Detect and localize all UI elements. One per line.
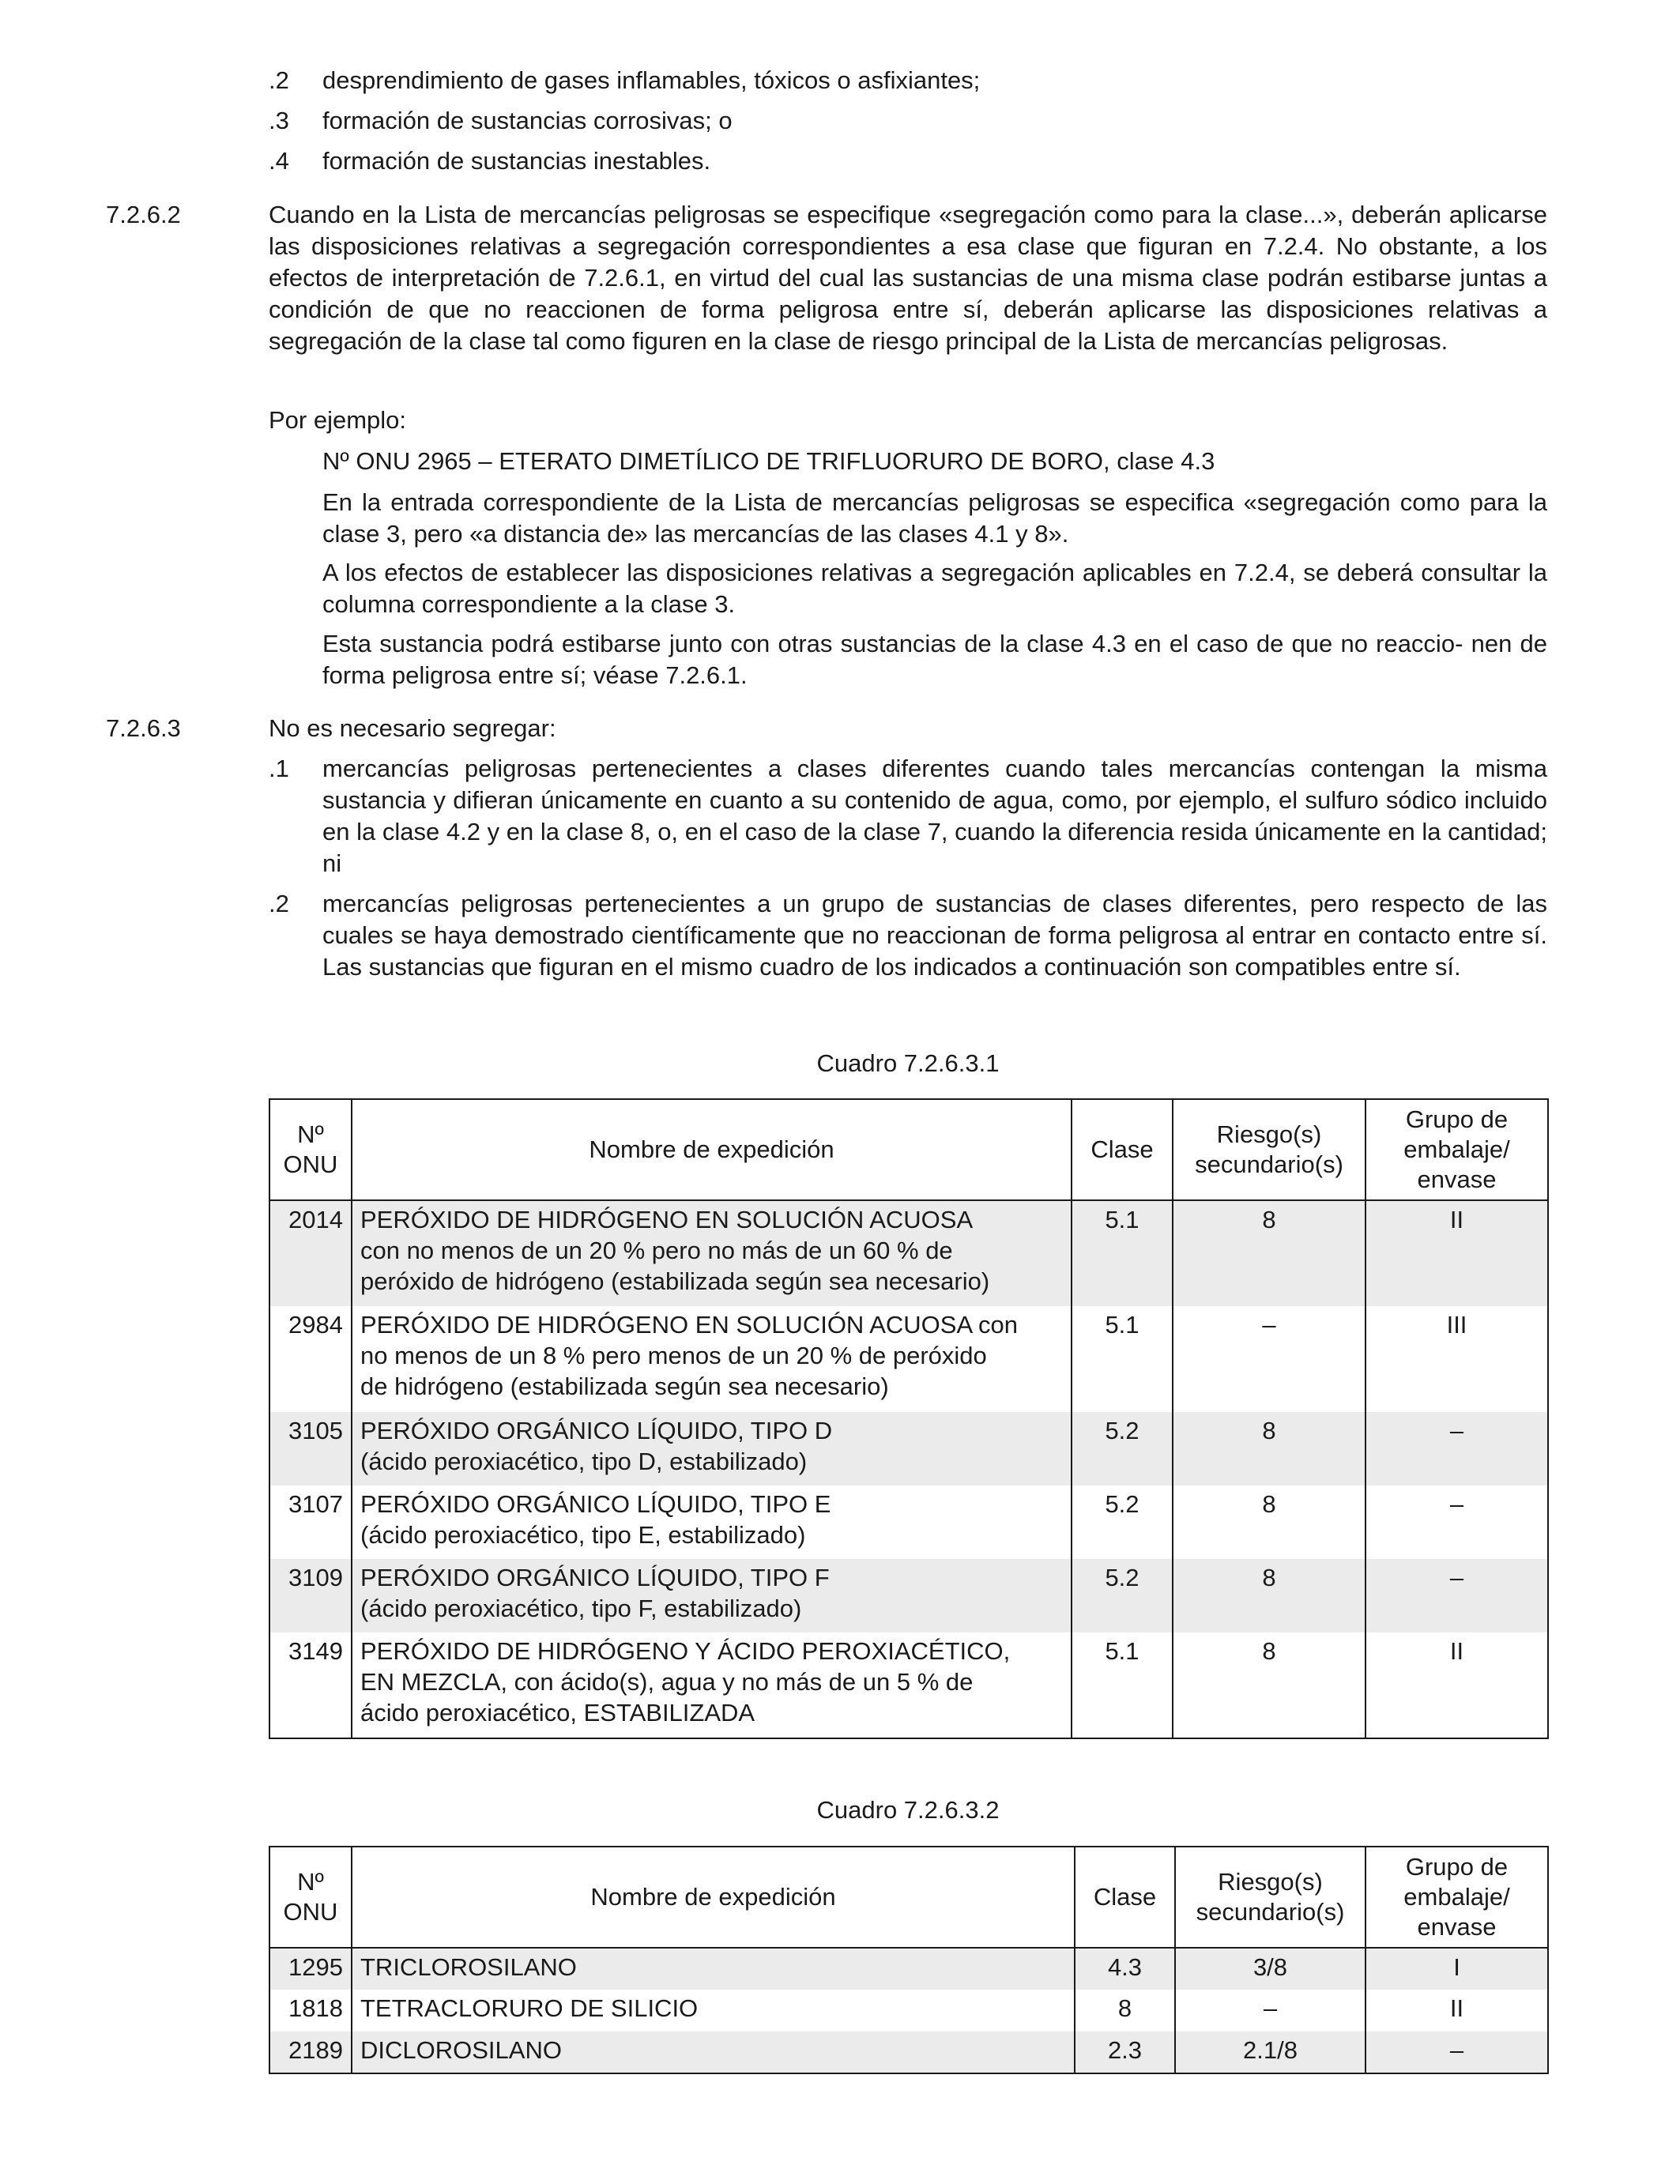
- table-row: [269, 1412, 1548, 1485]
- list-item: [269, 753, 1549, 879]
- cell-packing-group: –: [1365, 1412, 1548, 1485]
- cell-name: TETRACLORURO DE SILICIO: [352, 1990, 1075, 2031]
- column-header-packing-group: Grupo de embalaje/ envase: [1365, 1847, 1548, 1948]
- cell-un: 1295: [269, 1948, 352, 1990]
- table-caption: Cuadro 7.2.6.3.1: [816, 1049, 1000, 1077]
- cell-class: 5.2: [1072, 1485, 1173, 1559]
- cell-packing-group: III: [1365, 1306, 1548, 1412]
- cell-name: PERÓXIDO ORGÁNICO LÍQUIDO, TIPO E (ácido peroxiacético, tipo E, estabilizado): [352, 1485, 1072, 1559]
- list-item-number: .4: [269, 147, 289, 175]
- column-header-risk: Riesgo(s) secundario(s): [1173, 1099, 1365, 1200]
- cell-class: 5.1: [1072, 1632, 1173, 1738]
- section-paragraph: Cuando en la Lista de mercancías peligrosas se especifique «segregación como para la clase...», deberán aplicarse las disposiciones relativas a segregación correspondientes a esa clase que figuran en 7.2.4. No obstante, a los efectos de interpretación de 7.2.6.1, en virtud del cual las sustancias de una misma clase podrán estibarse juntas a condición de que no reaccionen de forma peligrosa entre sí, deberán aplicarse las disposiciones relativas a segregación de la clase tal como figuren en la clase de riesgo principal de la Lista de mercancías peligrosas.: [269, 201, 1547, 355]
- list-item-text: mercancías peligrosas pertenecientes a un grupo de sustancias de clases diferentes, pero respecto de las cuales se haya demostrado científicamente que no reaccionan de forma peligrosa al entrar en contacto entre sí. Las sustancias que figuran en el mismo cuadro de los indicados a continuación son compatibles entre sí.: [322, 890, 1547, 981]
- column-header-class: Clase: [1072, 1099, 1173, 1200]
- column-header-un: Nº ONU: [269, 1099, 352, 1200]
- list-item-number: .2: [269, 66, 289, 94]
- cell-name: PERÓXIDO DE HIDRÓGENO Y ÁCIDO PEROXIACÉTICO, EN MEZCLA, con ácido(s), agua y no más de un 5 % de ácido peroxiacético, ESTABILIZADA: [352, 1632, 1072, 1738]
- example-paragraph: En la entrada correspondiente de la Lista de mercancías peligrosas se especifica «segregación como para la clase 3, pero «a distancia de» las mercancías de las clases 4.1 y 8».: [322, 488, 1547, 548]
- cell-un: 2984: [269, 1306, 352, 1412]
- list-item-text: desprendimiento de gases inflamables, tóxicos o asfixiantes;: [322, 66, 981, 94]
- list-item: [269, 145, 1549, 177]
- list-item: [269, 105, 1549, 137]
- table-row: [269, 1306, 1548, 1412]
- cell-class: 5.2: [1072, 1559, 1173, 1632]
- cell-packing-group: –: [1365, 1485, 1548, 1559]
- cell-risk: –: [1175, 1990, 1365, 2031]
- column-header-risk: Riesgo(s) secundario(s): [1175, 1847, 1365, 1948]
- list-item-text: mercancías peligrosas pertenecientes a clases diferentes cuando tales mercancías contengan la misma sustancia y difieran únicamente en cuanto a su contenido de agua, como, por ejemplo, el sulfuro sódico incluido en la clase 4.2 y en la clase 8, o, en el caso de la clase 7, cuando la diferencia resida únicamente en la cantidad; ni: [322, 755, 1547, 877]
- table-row: [269, 1990, 1548, 2031]
- cell-un: 3105: [269, 1412, 352, 1485]
- list-item-number: .2: [269, 890, 289, 917]
- list-item: [269, 888, 1549, 1015]
- list-item-number: .3: [269, 107, 289, 134]
- cell-risk: –: [1173, 1306, 1365, 1412]
- cell-un: 3107: [269, 1485, 352, 1559]
- column-header-un: Nº ONU: [269, 1847, 352, 1948]
- section-number: 7.2.6.2: [106, 201, 181, 228]
- table-header-row: [269, 1847, 1548, 1948]
- cell-packing-group: I: [1365, 1948, 1548, 1990]
- segregation-table-2: [269, 1846, 1549, 2074]
- table-row: [269, 2031, 1548, 2073]
- cell-name: TRICLOROSILANO: [352, 1948, 1075, 1990]
- table-row: [269, 1632, 1548, 1738]
- cell-class: 5.2: [1072, 1412, 1173, 1485]
- example-paragraph: A los efectos de establecer las disposiciones relativas a segregación aplicables en 7.2.4, se deberá consultar la columna correspondiente a la clase 3.: [322, 559, 1547, 618]
- cell-name: PERÓXIDO DE HIDRÓGENO EN SOLUCIÓN ACUOSA con no menos de un 8 % pero menos de un 20 % de peróxido de hidrógeno (estabilizada según sea necesario): [352, 1306, 1072, 1412]
- list-item: [269, 65, 1549, 96]
- column-header-name: Nombre de expedición: [352, 1099, 1072, 1200]
- cell-un: 3149: [269, 1632, 352, 1738]
- table-caption: Cuadro 7.2.6.3.2: [816, 1796, 1000, 1824]
- cell-name: DICLOROSILANO: [352, 2031, 1075, 2073]
- table-row: [269, 1948, 1548, 1990]
- list-item-text: formación de sustancias inestables.: [322, 147, 711, 175]
- cell-risk: 2.1/8: [1175, 2031, 1365, 2073]
- column-header-packing-group: Grupo de embalaje/ envase: [1365, 1099, 1548, 1200]
- cell-packing-group: II: [1365, 1200, 1548, 1306]
- cell-packing-group: II: [1365, 1990, 1548, 2031]
- section-intro: No es necesario segregar:: [269, 714, 556, 742]
- cell-risk: 8: [1173, 1485, 1365, 1559]
- cell-risk: 8: [1173, 1632, 1365, 1738]
- cell-risk: 8: [1173, 1559, 1365, 1632]
- cell-class: 4.3: [1075, 1948, 1175, 1990]
- cell-packing-group: –: [1365, 1559, 1548, 1632]
- segregation-table-1: [269, 1098, 1549, 1739]
- cell-packing-group: II: [1365, 1632, 1548, 1738]
- cell-class: 5.1: [1072, 1200, 1173, 1306]
- column-header-class: Clase: [1075, 1847, 1175, 1948]
- table-row: [269, 1485, 1548, 1559]
- cell-risk: 8: [1173, 1200, 1365, 1306]
- table-header-row: [269, 1099, 1548, 1200]
- cell-name: PERÓXIDO ORGÁNICO LÍQUIDO, TIPO D (ácido peroxiacético, tipo D, estabilizado): [352, 1412, 1072, 1485]
- cell-un: 2189: [269, 2031, 352, 2073]
- column-header-name: Nombre de expedición: [352, 1847, 1075, 1948]
- cell-class: 5.1: [1072, 1306, 1173, 1412]
- table-row: [269, 1559, 1548, 1632]
- cell-un: 1818: [269, 1990, 352, 2031]
- cell-class: 8: [1075, 1990, 1175, 2031]
- list-item-number: .1: [269, 755, 289, 782]
- cell-name: PERÓXIDO DE HIDRÓGENO EN SOLUCIÓN ACUOSA con no menos de un 20 % pero no más de un 60 % de peróxido de hidrógeno (estabilizada según sea necesario): [352, 1200, 1072, 1306]
- cell-class: 2.3: [1075, 2031, 1175, 2073]
- cell-packing-group: –: [1365, 2031, 1548, 2073]
- example-title: Nº ONU 2965 – ETERATO DIMETÍLICO DE TRIFLUORURO DE BORO, clase 4.3: [322, 447, 1215, 475]
- cell-un: 2014: [269, 1200, 352, 1306]
- cell-un: 3109: [269, 1559, 352, 1632]
- section-number: 7.2.6.3: [106, 714, 181, 742]
- cell-risk: 8: [1173, 1412, 1365, 1485]
- cell-name: PERÓXIDO ORGÁNICO LÍQUIDO, TIPO F (ácido peroxiacético, tipo F, estabilizado): [352, 1559, 1072, 1632]
- cell-risk: 3/8: [1175, 1948, 1365, 1990]
- example-label: Por ejemplo:: [269, 406, 407, 434]
- example-paragraph: Esta sustancia podrá estibarse junto con otras sustancias de la clase 4.3 en el caso de que no reaccio- nen de forma peligrosa entre sí; véase 7.2.6.1.: [322, 630, 1547, 689]
- table-row: [269, 1200, 1548, 1306]
- list-item-text: formación de sustancias corrosivas; o: [322, 107, 733, 134]
